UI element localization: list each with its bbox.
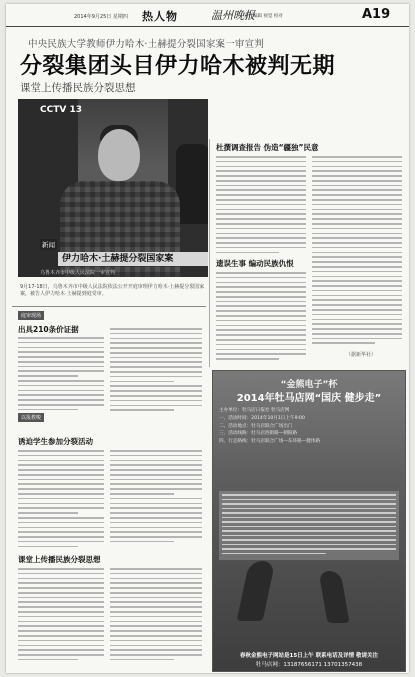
masthead bbox=[6, 4, 409, 27]
body-text-column bbox=[216, 156, 306, 256]
body-text-column bbox=[110, 568, 202, 664]
body-text-column bbox=[18, 337, 104, 414]
section-heading-students: 诱迫学生参加分裂活动 bbox=[18, 437, 93, 446]
body-text-column bbox=[216, 272, 306, 363]
ad-title-event: 2014年牡马店网“国庆 健步走” bbox=[236, 393, 382, 404]
page-number: A19 bbox=[362, 7, 391, 22]
section-tag-court: 庭审现场 bbox=[18, 311, 44, 320]
body-text-column bbox=[18, 450, 104, 550]
ad-info-line: 二、活动地点：牡马店联合广场出门 bbox=[219, 423, 293, 429]
issue-date: 2014年9月25日 星期四 bbox=[74, 14, 128, 20]
article-kicker: 中央民族大学教师伊力哈木·土赫提分裂国家案一审宣判 bbox=[28, 39, 265, 50]
section-heading-hatred: 遗误生事 编动民族仇恨 bbox=[216, 259, 294, 268]
newspaper-logo: 温州晚报 bbox=[211, 9, 255, 22]
ad-info-line: 三、活动线路：牡马店西街路—朝阳路 bbox=[219, 431, 298, 437]
runner-silhouette bbox=[318, 571, 349, 623]
body-text-column bbox=[312, 156, 402, 347]
source-credit: （据新华社） bbox=[346, 352, 377, 358]
chyron-title: 伊力哈木·土赫提分裂国家案 bbox=[58, 252, 208, 266]
police-officer-figure bbox=[176, 144, 208, 224]
article-subhead: 课堂上传播民族分裂思想 bbox=[20, 82, 136, 94]
ad-footer: 春秋金熊电子网站是15日上午 联系电话及详情 敬请关注 bbox=[240, 653, 378, 659]
body-text-column bbox=[18, 568, 104, 664]
chyron-label: 新闻 bbox=[42, 241, 55, 249]
ad-phones: 牡马店网：13187656171 13701357438 bbox=[255, 662, 363, 668]
ad-title-sponsor: “金熊电子”杯 bbox=[280, 380, 338, 390]
section-heading-classroom: 课堂上传播民族分裂思想 bbox=[18, 555, 101, 564]
article-headline: 分裂集团头目伊力哈木被判无期 bbox=[20, 54, 336, 79]
ad-info bbox=[219, 407, 399, 446]
photo-caption: 9月17-18日，乌鲁木齐市中级人民法院依法公开开庭审理伊力哈木·土赫提分裂国家案，被告人伊力哈木·土赫提到庭受审。 bbox=[20, 284, 205, 297]
ad-info-line: 主办单位：牡马店日报社 牡马店网 bbox=[219, 408, 290, 413]
news-photo bbox=[18, 99, 208, 277]
newspaper-page bbox=[6, 4, 409, 673]
body-text-column bbox=[110, 450, 202, 546]
advertisement bbox=[212, 370, 406, 672]
section-heading-evidence: 出具210条价证据 bbox=[18, 325, 79, 334]
section-heading-report: 杜撰调查报告 伪造“疆独”民意 bbox=[216, 143, 319, 152]
chyron-subtitle: 乌鲁木齐市中级人民法院一审宣判 bbox=[40, 270, 116, 276]
ad-info-line: 四、行走路线：牡马店联合广场—东环路—健体路 bbox=[219, 439, 321, 445]
section-tag-incite: 以报教唆 bbox=[18, 413, 44, 422]
section-title: 热人物 bbox=[142, 10, 178, 23]
edit-credits: 责任编辑 视觉 校对 bbox=[244, 14, 283, 19]
ad-rules-box bbox=[219, 491, 399, 560]
runner-silhouette bbox=[237, 561, 276, 621]
tv-channel-logo: CCTV 13 bbox=[40, 105, 82, 115]
body-text-column bbox=[110, 328, 202, 414]
ad-info-line: 一、活动时间：2014年10月1日上午9:00 bbox=[219, 415, 305, 421]
